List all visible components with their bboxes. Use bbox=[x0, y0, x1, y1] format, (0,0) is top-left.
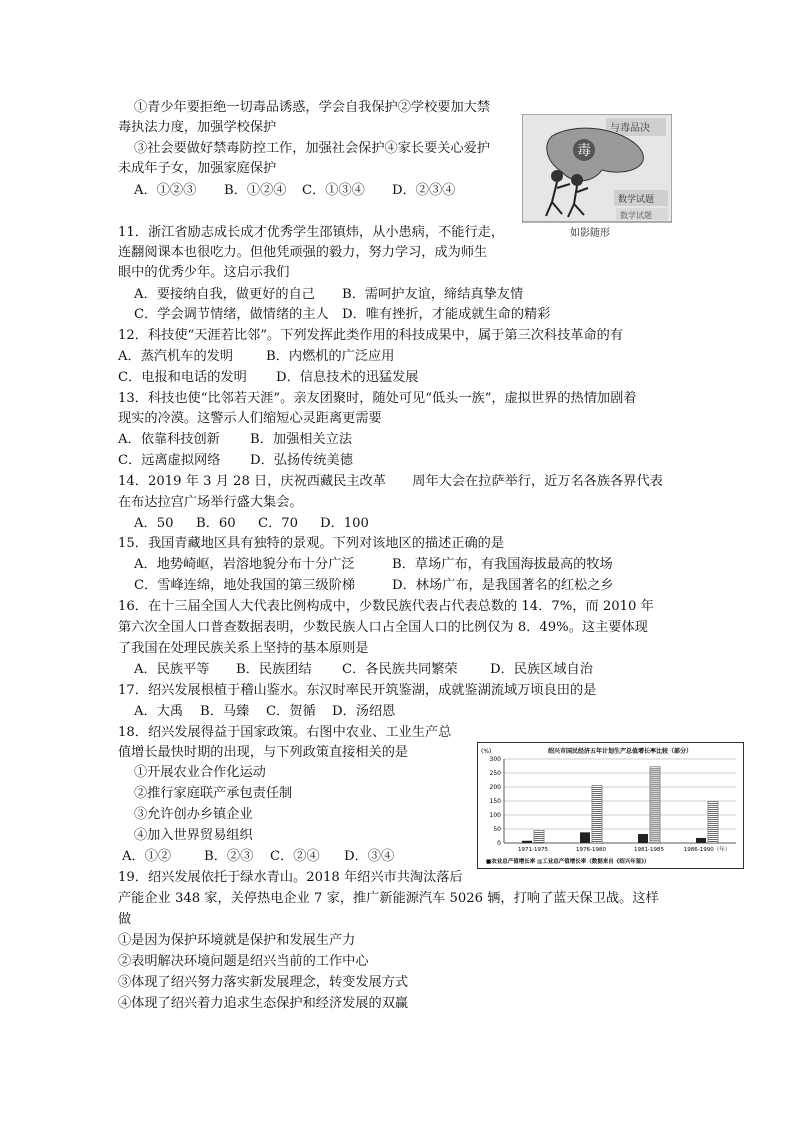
cartoon-caption: 如影随形 bbox=[570, 228, 610, 239]
q12-stem-line: 12．科技使“天涯若比邻”。下列发挥此类作用的科技成果中，属于第三次科技革命的有 bbox=[118, 328, 624, 343]
option-c[interactable]: C．①③④ bbox=[302, 183, 365, 198]
q19-stem-line: 产能企业 348 家，关停热电企业 7 家，推广新能源汽车 5026 辆，打响了蓝天保卫战。这样 bbox=[118, 891, 659, 906]
q15-stem-line: 15．我国青藏地区具有独特的景观。下列对该地区的描述正确的是 bbox=[118, 536, 505, 551]
option-a[interactable]: A．依靠科技创新 bbox=[118, 432, 220, 447]
option-d[interactable]: D．②③④ bbox=[392, 183, 456, 198]
x-tick-label: 1976-1980 bbox=[576, 847, 606, 853]
q14-stem-line: 在布达拉宫广场举行盛大集会。 bbox=[118, 495, 303, 510]
q19-stem-line: 19．绍兴发展依托于绿水青山。2018 年绍兴市共淘汰落后 bbox=[118, 870, 463, 885]
x-tick-label: 1986-1990（年） bbox=[683, 847, 731, 853]
y-axis-label: (%) bbox=[481, 748, 492, 755]
x-tick-label: 1981-1985 bbox=[634, 847, 664, 853]
option-a[interactable]: A．50 bbox=[134, 516, 174, 531]
option-d[interactable]: D．民族区域自治 bbox=[490, 662, 593, 677]
bar-agriculture bbox=[522, 841, 532, 843]
option-d[interactable]: D．林场广布，是我国著名的红松之乡 bbox=[392, 578, 614, 593]
option-b[interactable]: B．草场广布，有我国海拔最高的牧场 bbox=[392, 557, 613, 572]
q18-stem-line: 18．绍兴发展得益于国家政策。右图中农业、工业生产总 bbox=[118, 725, 452, 740]
y-tick-label: 250 bbox=[489, 770, 501, 777]
q18-statement: ②推行家庭联产承包责任制 bbox=[134, 786, 293, 801]
cartoon-sign-1: 与毒品决 bbox=[610, 123, 650, 134]
q19-statement: ①是因为保护环境就是保护和发展生产力 bbox=[118, 933, 356, 948]
option-b[interactable]: B．②③ bbox=[204, 849, 254, 864]
option-a[interactable]: A．地势崎岖，岩溶地貌分布十分广泛 bbox=[134, 557, 355, 572]
chart-legend: ■农业总产值增长率 ▥工业总产值增长率（数据来自《绍兴年鉴》） bbox=[486, 859, 650, 865]
option-c[interactable]: C．贺循 bbox=[266, 704, 316, 719]
q11-stem-line: 眼中的优秀少年。这启示我们 bbox=[118, 265, 290, 280]
q16-stem-line: 第六次全国人口普查数据表明，少数民族人口占全国人口的比例仅为 8．49%。这主要体现 bbox=[118, 620, 648, 635]
q17-stem-line: 17．绍兴发展根植于稽山鉴水。东汉时率民开筑鉴湖，成就鉴湖流域万顷良田的是 bbox=[118, 683, 597, 698]
option-c[interactable]: C．学会调节情绪，做情绪的主人 bbox=[134, 307, 329, 322]
cartoon-sign-2: 数学试题 bbox=[618, 195, 655, 205]
q18-statement: ④加入世界贸易组织 bbox=[134, 828, 253, 843]
option-a[interactable]: A．要接纳自我，做更好的自己 bbox=[134, 287, 315, 302]
q10-statement-line: ③社会要做好禁毒防控工作，加强社会保护④家长要关心爱护 bbox=[134, 141, 491, 156]
option-b[interactable]: B．60 bbox=[196, 516, 236, 531]
q19-statement: ③体现了绍兴努力落实新发展理念，转变发展方式 bbox=[118, 975, 409, 990]
bar-industry bbox=[592, 786, 602, 843]
bar-agriculture bbox=[696, 838, 706, 843]
option-b[interactable]: B．民族团结 bbox=[236, 662, 312, 677]
option-a[interactable]: A．①②③ bbox=[134, 183, 197, 198]
option-a[interactable]: A．①② bbox=[122, 849, 172, 864]
q11-stem-line: 11．浙江省励志成长成才优秀学生邵镇炜，从小患病，不能行走， bbox=[118, 225, 505, 240]
y-tick-label: 0 bbox=[497, 840, 501, 847]
q18-stem-line: 值增长最快时期的出现，与下列政策直接相关的是 bbox=[118, 745, 409, 760]
bar-agriculture bbox=[638, 834, 648, 843]
option-d[interactable]: D．信息技术的迅猛发展 bbox=[276, 370, 419, 385]
option-b[interactable]: B．内燃机的广泛应用 bbox=[266, 349, 395, 364]
option-c[interactable]: C．远离虚拟网络 bbox=[118, 453, 221, 468]
option-c[interactable]: C．雪峰连绵，地处我国的第三级阶梯 bbox=[134, 578, 356, 593]
cartoon-image bbox=[522, 114, 672, 240]
bar-agriculture bbox=[580, 832, 590, 843]
y-tick-label: 300 bbox=[489, 756, 501, 763]
q18-statement: ①开展农业合作化运动 bbox=[134, 765, 266, 780]
chart-title: 绍兴市国民经济五年计划生产总值增长率比较（部分） bbox=[548, 748, 693, 755]
option-d[interactable]: D．弘扬传统美德 bbox=[250, 453, 353, 468]
bar-chart bbox=[477, 742, 744, 869]
y-tick-label: 50 bbox=[493, 826, 501, 833]
q10-statement-line: 毒执法力度，加强学校保护 bbox=[118, 120, 277, 135]
option-d[interactable]: D．③④ bbox=[344, 849, 395, 864]
cartoon-sign-3: 数学试题 bbox=[620, 211, 652, 220]
q16-stem-line: 16．在十三届全国人大代表比例构成中，少数民族代表占代表总数的 14．7%，而 2010 年 bbox=[118, 599, 654, 614]
option-b[interactable]: B．需呵护友谊，缔结真挚友情 bbox=[342, 287, 524, 302]
q13-stem-line: 13．科技也使“比邻若天涯”。亲友团聚时，随处可见“低头一族”，虚拟世界的热情加剧着 bbox=[118, 391, 637, 406]
q16-stem-line: 了我国在处理民族关系上坚持的基本原则是 bbox=[118, 641, 369, 656]
option-b[interactable]: B．①②④ bbox=[224, 183, 287, 198]
q10-statement-line: 未成年子女，加强家庭保护 bbox=[118, 161, 277, 176]
option-d[interactable]: D．100 bbox=[320, 516, 369, 531]
q19-statement: ②表明解决环境问题是绍兴当前的工作中心 bbox=[118, 954, 369, 969]
option-d[interactable]: D．汤绍恩 bbox=[332, 704, 396, 719]
q11-stem-line: 连翻阅课本也很吃力。但他凭顽强的毅力，努力学习，成为师生 bbox=[118, 245, 488, 260]
q19-stem-line: 做 bbox=[118, 912, 132, 927]
option-a[interactable]: A．民族平等 bbox=[134, 662, 210, 677]
option-a[interactable]: A．蒸汽机车的发明 bbox=[118, 349, 234, 364]
q14-stem-line: 14．2019 年 3 月 28 日，庆祝西藏民主改革 周年大会在拉萨举行，近万名各族各界代表 bbox=[118, 474, 663, 489]
cartoon-illustration bbox=[522, 114, 672, 240]
option-a[interactable]: A．大禹 bbox=[134, 704, 184, 719]
x-tick-label: 1971-1975 bbox=[518, 847, 548, 853]
option-c[interactable]: C．②④ bbox=[270, 849, 320, 864]
y-tick-label: 150 bbox=[489, 798, 501, 805]
option-b[interactable]: B．加强相关立法 bbox=[250, 432, 353, 447]
option-b[interactable]: B．马臻 bbox=[200, 704, 250, 719]
option-d[interactable]: D．唯有挫折，才能成就生命的精彩 bbox=[342, 307, 551, 322]
y-tick-label: 100 bbox=[489, 812, 501, 819]
y-tick-label: 200 bbox=[489, 784, 501, 791]
option-c[interactable]: C．各民族共同繁荣 bbox=[342, 662, 458, 677]
q10-statement-line: ①青少年要拒绝一切毒品诱惑，学会自我保护②学校要加大禁 bbox=[134, 100, 491, 115]
q18-statement: ③允许创办乡镇企业 bbox=[134, 807, 253, 822]
q13-stem-line: 现实的冷漠。这警示人们缩短心灵距离更需要 bbox=[118, 411, 382, 426]
option-c[interactable]: C．电报和电话的发明 bbox=[118, 370, 247, 385]
q19-statement: ④体现了绍兴着力追求生态保护和经济发展的双赢 bbox=[118, 996, 409, 1011]
bar-chart-svg bbox=[478, 743, 743, 868]
cartoon-du-text: 毒 bbox=[577, 143, 591, 159]
option-c[interactable]: C．70 bbox=[258, 516, 299, 531]
